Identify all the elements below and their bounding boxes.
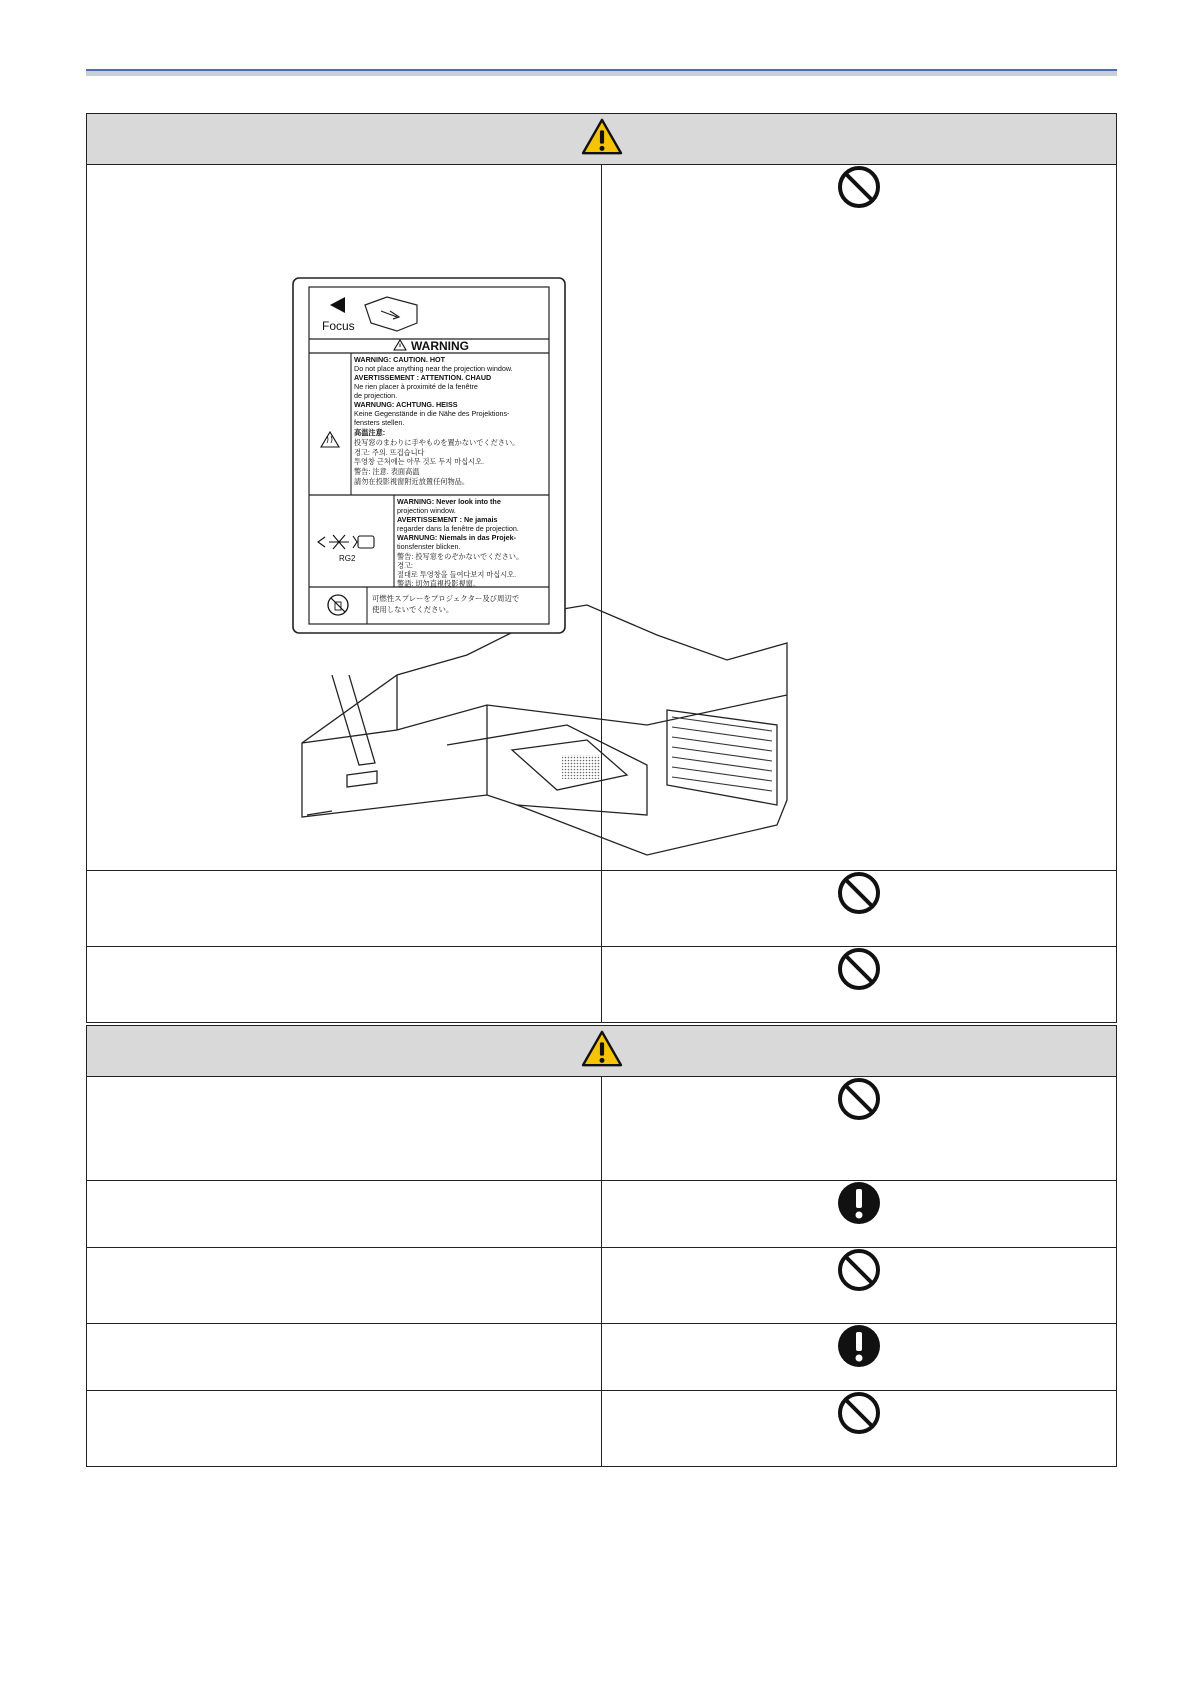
row-icon-cell	[602, 1391, 1117, 1467]
svg-text:AVERTISSEMENT : ATTENTION. CHA: AVERTISSEMENT : ATTENTION. CHAUD	[354, 373, 492, 382]
row-icon-cell	[602, 1324, 1117, 1391]
projector-label-illustration	[87, 165, 1004, 865]
svg-text:投写窓のまわりに手やものを置かないでください。: 投写窓のまわりに手やものを置かないでください。	[354, 438, 520, 447]
row-icon-cell	[602, 1248, 1117, 1324]
caution-row-1	[87, 1077, 602, 1181]
prohibition-icon	[837, 165, 881, 209]
mandatory-action-icon	[837, 1324, 881, 1368]
prohibition-icon	[837, 1077, 881, 1121]
rg2-label: RG2	[339, 554, 356, 563]
warning-triangle-icon	[581, 1030, 623, 1068]
svg-text:투영창 근처에는 아무 것도 두지 마십시오.: 투영창 근처에는 아무 것도 두지 마십시오.	[354, 457, 485, 466]
svg-text:Ne rien placer à proximité de: Ne rien placer à proximité de la fenêtre	[354, 382, 478, 391]
svg-text:Keine Gegenstände in die Nähe: Keine Gegenstände in die Nähe des Projektions-	[354, 409, 510, 418]
projector-drawing	[302, 605, 787, 855]
svg-text:WARNING: CAUTION. HOT: WARNING: CAUTION. HOT	[354, 355, 446, 364]
prohibition-icon	[837, 947, 881, 991]
svg-text:高温注意:: 高温注意:	[354, 428, 386, 437]
row-icon-cell	[602, 1181, 1117, 1248]
caution-row-3	[87, 1248, 602, 1324]
projector-speaker-dots	[562, 755, 600, 779]
row-icon-cell	[602, 947, 1117, 1023]
row-icon-cell	[602, 1077, 1117, 1181]
svg-text:경고:: 경고:	[397, 561, 413, 570]
svg-text:fensters stellen.: fensters stellen.	[354, 418, 405, 427]
prohibition-icon	[837, 1391, 881, 1435]
svg-text:WARNING: Never look into the: WARNING: Never look into the	[397, 497, 501, 506]
page-top-rule	[86, 69, 1117, 76]
warning-row-projection-window	[87, 165, 602, 871]
svg-text:WARNING: WARNING	[411, 339, 469, 353]
svg-text:可燃性スプレーをプロジェクター及び周辺で: 可燃性スプレーをプロジェクター及び周辺で	[372, 594, 520, 603]
svg-text:WARNUNG: Niemals in das Projek: WARNUNG: Niemals in das Projek-	[397, 533, 517, 542]
mandatory-action-icon	[837, 1181, 881, 1225]
svg-text:警語: 切勿直視投影視窗。: 警語: 切勿直視投影視窗。	[397, 579, 481, 588]
svg-text:절대로 투영창을 들여다보지 마십시오.: 절대로 투영창을 들여다보지 마십시오.	[397, 570, 517, 579]
prohibition-icon	[837, 1248, 881, 1292]
svg-text:경고: 주의. 뜨겁습니다: 경고: 주의. 뜨겁습니다	[354, 448, 425, 457]
svg-text:AVERTISSEMENT : Ne jamais: AVERTISSEMENT : Ne jamais	[397, 515, 498, 524]
projector-vent-grille	[672, 717, 772, 791]
svg-text:警告: 注意. 表面高温: 警告: 注意. 表面高温	[354, 467, 420, 476]
warning-triangle-icon	[581, 118, 623, 156]
prohibition-icon	[837, 871, 881, 915]
warning-row-3	[87, 947, 602, 1023]
svg-text:regarder dans la fenêtre de pr: regarder dans la fenêtre de projection.	[397, 524, 519, 533]
svg-text:警告: 投写窓をのぞかないでください。: 警告: 投写窓をのぞかないでください。	[397, 552, 524, 561]
callout-pointer	[332, 675, 375, 765]
svg-text:Do not place anything near the: Do not place anything near the projection window.	[354, 364, 513, 373]
svg-text:projection window.: projection window.	[397, 506, 456, 515]
svg-text:WARNUNG: ACHTUNG. HEISS: WARNUNG: ACHTUNG. HEISS	[354, 400, 458, 409]
svg-text:de projection.: de projection.	[354, 391, 398, 400]
focus-label: Focus	[322, 319, 355, 333]
warning-table-1-header	[87, 114, 1117, 165]
caution-row-4	[87, 1324, 602, 1391]
svg-text:使用しないでください。: 使用しないでください。	[372, 605, 454, 614]
svg-text:tionsfenster blicken.: tionsfenster blicken.	[397, 542, 461, 551]
caution-row-5	[87, 1391, 602, 1467]
warning-table-2-header	[87, 1026, 1117, 1077]
warning-table-1	[86, 113, 1117, 1023]
caution-row-2	[87, 1181, 602, 1248]
svg-text:請勿在投影視窗附近放置任何物品。: 請勿在投影視窗附近放置任何物品。	[354, 477, 470, 486]
row-icon-cell	[602, 871, 1117, 947]
warning-table-2	[86, 1025, 1117, 1467]
warning-row-2	[87, 871, 602, 947]
